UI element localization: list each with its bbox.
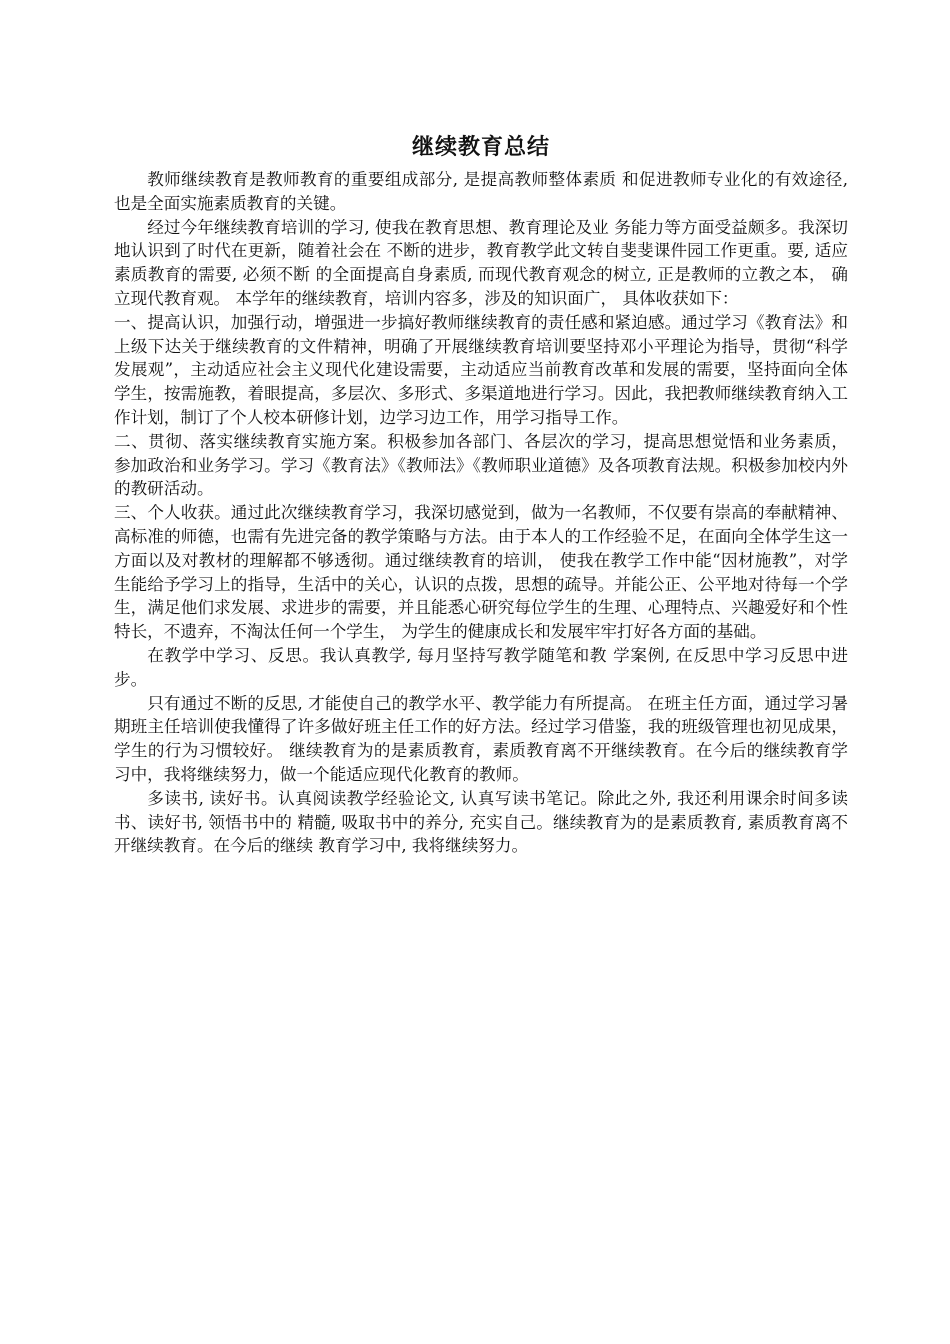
paragraph-section-one: 一、提高认识，加强行动，增强进一步搞好教师继续教育的责任感和紧迫感。通过学习《教育法》和上级下达关于继续教育的文件精神，明确了开展继续教育培训要坚持邓小平理论为指导，贯彻“科学发展观”，主动适应社会主义现代化建设需要，主动适应当前教育改革和发展的需要，坚持面向全体学生，按需施教，着眼提高，多层次、多形式、多渠道地进行学习。因此，我把教师继续教育纳入工作计划，制订了个人校本研修计划，边学习边工作，用学习指导工作。 [114,312,848,427]
paragraph-reflection: 在教学中学习、反思。我认真教学, 每月坚持写教学随笔和教 学案例, 在反思中学习反思中进步。 [114,645,848,689]
paragraph-reading: 多读书, 读好书。认真阅读教学经验论文, 认真写读书笔记。除此之外, 我还利用课余时间多读书、读好书, 领悟书中的 精髓, 吸取书中的养分, 充实自己。继续教育为的是素质教育, 素质教育离不开继续教育。在今后的继续 教育学习中, 我将继续努力。 [114,788,848,856]
document-page [114,132,848,858]
document-title: 继续教育总结 [411,135,550,160]
paragraph-intro: 教师继续教育是教师教育的重要组成部分, 是提高教师整体素质 和促进教师专业化的有效途径, 也是全面实施素质教育的关键。 [114,170,848,213]
paragraph-training-gains: 经过今年继续教育培训的学习, 使我在教育思想、教育理论及业 务能力等方面受益颇多。我深切地认识到了时代在更新，随着社会在 不断的进步，教育教学此文转自斐斐课件园工作更重。要, 适应素质教育的需要, 必须不断 的全面提高自身素质, 而现代教育观念的树立, 正是教师的立教之本， 确立现代教育观。 本学年的继续教育，培训内容多，涉及的知识面广， 具体收获如下： [114,217,848,308]
paragraph-class-teacher: 只有通过不断的反思, 才能使自己的教学水平、教学能力有所提高。 在班主任方面，通过学习暑期班主任培训使我懂得了许多做好班主任工作的好方法。经过学习借鉴，我的班级管理也初见成果，学生的行为习惯较好。 继续教育为的是素质教育，素质教育离不开继续教育。在今后的继续教育学习中，我将继续努力，做一个能适应现代化教育的教师。 [114,693,848,784]
paragraph-section-three: 三、个人收获。通过此次继续教育学习，我深切感觉到，做为一名教师，不仅要有崇高的奉献精神、高标准的师德，也需有先进完备的教学策略与方法。由于本人的工作经验不足，在面向全体学生这一方面以及对教材的理解都不够透彻。通过继续教育的培训， 使我在教学工作中能“因材施教”，对学生能给予学习上的指导，生活中的关心，认识的点拨，思想的疏导。并能公正、公平地对待每一个学生，满足他们求发展、求进步的需要，并且能悉心研究每位学生的生理、心理特点、兴趣爱好和个性特长，不遗弃，不淘汰任何一个学生， 为学生的健康成长和发展牢牢打好各方面的基础。 [114,503,848,642]
paragraph-section-two: 二、贯彻、落实继续教育实施方案。积极参加各部门、各层次的学习，提高思想觉悟和业务素质， 参加政治和业务学习。学习《教育法》《教师法》《教师职业道德》及各项教育法规。积极参加校内外的教研活动。 [114,431,848,499]
